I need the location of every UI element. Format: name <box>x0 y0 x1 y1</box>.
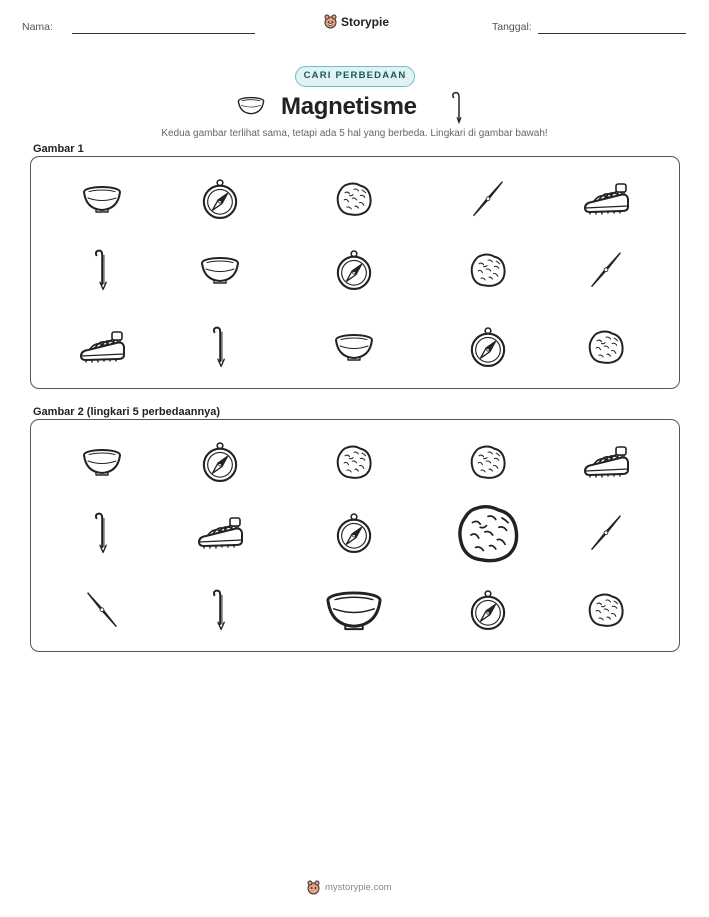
name-label: Nama: <box>22 21 53 33</box>
instructions: Kedua gambar terlihat sama, tetapi ada 5 hal yang berbeda. Lingkari di gambar bawah! <box>161 128 548 139</box>
storypie-mascot-icon <box>324 14 337 29</box>
needle-icon[interactable] <box>576 240 636 300</box>
rock-icon[interactable] <box>324 169 384 229</box>
title-hook-icon <box>452 90 466 129</box>
picture1-panel <box>30 156 680 389</box>
date-field[interactable] <box>538 33 686 34</box>
hook-icon[interactable] <box>190 317 250 377</box>
sandal-icon[interactable] <box>72 317 132 377</box>
date-label: Tanggal: <box>492 21 532 33</box>
footer-site: mystorypie.com <box>325 882 392 893</box>
picture2-panel <box>30 419 680 652</box>
footer <box>307 880 392 895</box>
title-bowl-icon <box>237 96 265 121</box>
picture2-label: Gambar 2 (lingkari 5 perbedaannya) <box>33 406 221 418</box>
bowl-icon[interactable] <box>324 580 384 640</box>
compass-icon[interactable] <box>324 240 384 300</box>
page-title: Magnetisme <box>281 93 417 120</box>
rock-icon[interactable] <box>576 580 636 640</box>
needle-icon[interactable] <box>576 503 636 563</box>
bowl-icon[interactable] <box>324 317 384 377</box>
worksheet-tag: CARI PERBEDAAN <box>295 66 415 87</box>
compass-icon[interactable] <box>458 317 518 377</box>
footer-mascot-icon <box>307 880 320 895</box>
compass-icon[interactable] <box>324 503 384 563</box>
hook-icon[interactable] <box>72 240 132 300</box>
brand-name: Storypie <box>341 14 390 29</box>
brand-logo <box>324 14 389 29</box>
bowl-icon[interactable] <box>72 432 132 492</box>
compass-icon[interactable] <box>190 432 250 492</box>
needle-icon[interactable] <box>72 580 132 640</box>
compass-icon[interactable] <box>458 580 518 640</box>
compass-icon[interactable] <box>190 169 250 229</box>
sandal-icon[interactable] <box>576 169 636 229</box>
sandal-icon[interactable] <box>576 432 636 492</box>
rock-icon[interactable] <box>458 503 518 563</box>
rock-icon[interactable] <box>324 432 384 492</box>
name-field[interactable] <box>72 33 255 34</box>
bowl-icon[interactable] <box>72 169 132 229</box>
hook-icon[interactable] <box>190 580 250 640</box>
hook-icon[interactable] <box>72 503 132 563</box>
needle-icon[interactable] <box>458 169 518 229</box>
rock-icon[interactable] <box>458 240 518 300</box>
picture1-label: Gambar 1 <box>33 143 84 155</box>
rock-icon[interactable] <box>458 432 518 492</box>
rock-icon[interactable] <box>576 317 636 377</box>
sandal-icon[interactable] <box>190 503 250 563</box>
bowl-icon[interactable] <box>190 240 250 300</box>
